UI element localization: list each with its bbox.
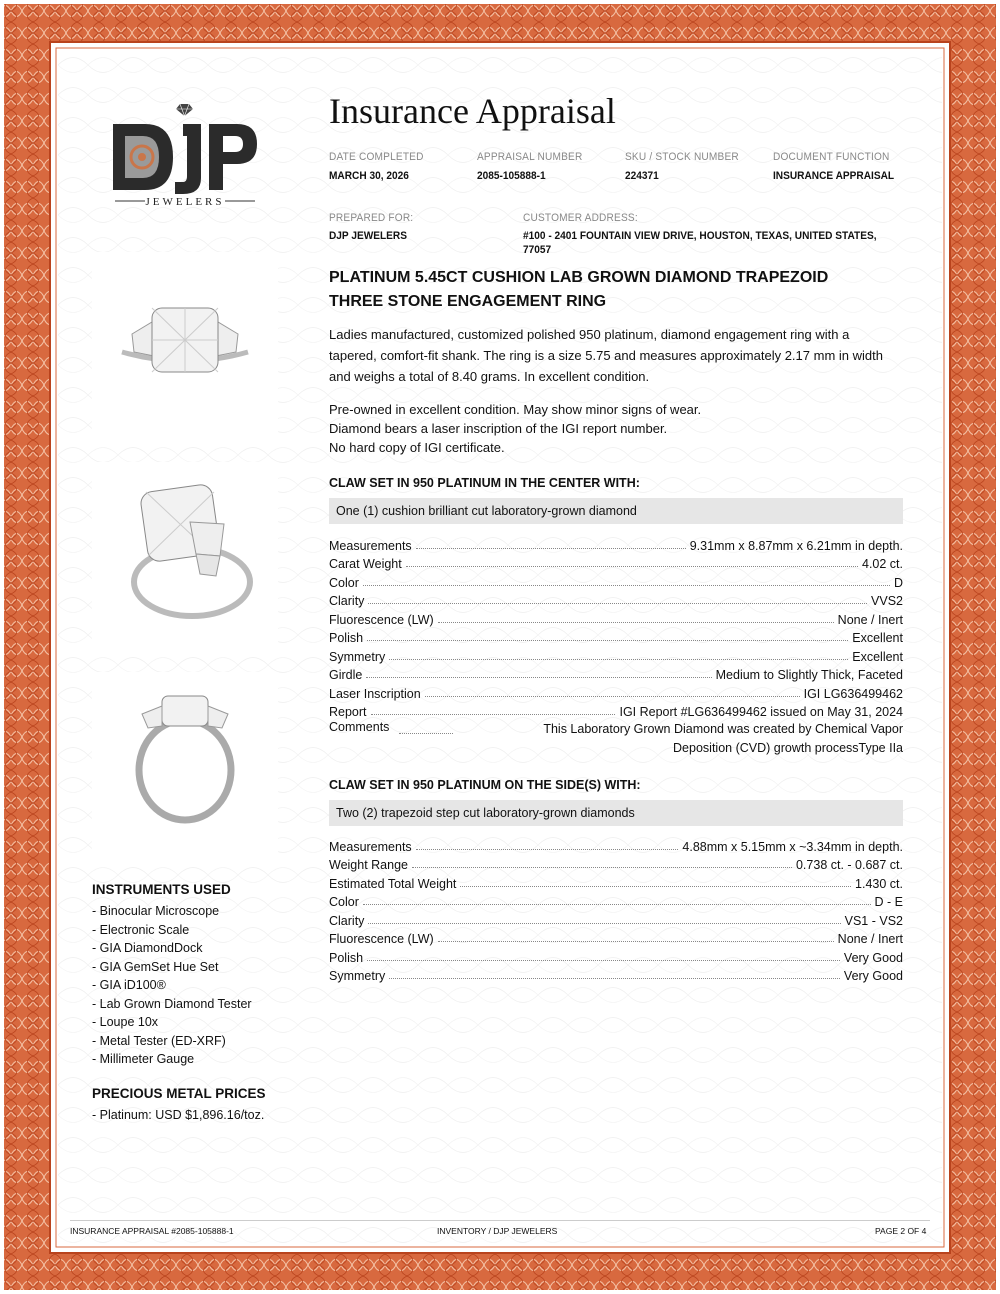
item-notes — [329, 400, 909, 457]
spec-leader — [368, 923, 840, 924]
spec-row — [329, 534, 903, 553]
metal-prices-title: PRECIOUS METAL PRICES — [92, 1086, 266, 1101]
spec-value: VS1 - VS2 — [844, 913, 903, 928]
spec-label: Color — [329, 895, 359, 909]
spec-value: Excellent — [852, 631, 903, 645]
spec-value: Excellent — [852, 649, 903, 664]
date-completed-value: MARCH 30, 2026 — [329, 170, 409, 182]
spec-label: Polish — [329, 950, 364, 965]
metal-prices-list — [92, 1106, 264, 1125]
side-stones-specs — [329, 835, 903, 983]
spec-value: Medium to Slightly Thick, Faceted — [715, 668, 903, 682]
spec-label: Report — [329, 705, 367, 719]
instrument-item: - Electronic Scale — [92, 922, 190, 937]
instruments-list — [92, 902, 252, 1069]
spec-leader — [371, 714, 616, 715]
customer-address-label: CUSTOMER ADDRESS: — [523, 212, 638, 224]
appraisal-number-value: 2085-105888-1 — [477, 170, 546, 182]
description-line: and weighs a total of 8.40 grams. In excellent condition. — [329, 369, 650, 384]
instrument-item: - GIA GemSet Hue Set — [92, 959, 219, 974]
spec-leader — [425, 696, 800, 697]
appraisal-number-label: APPRAISAL NUMBER — [477, 151, 583, 163]
spec-value: 0.738 ct. - 0.687 ct. — [795, 858, 903, 872]
spec-leader — [366, 677, 711, 678]
spec-row — [329, 590, 903, 609]
spec-label: Symmetry — [329, 649, 386, 664]
spec-value: 9.31mm x 8.87mm x 6.21mm in depth. — [689, 538, 903, 553]
spec-value: D — [893, 575, 903, 590]
spec-row — [329, 891, 903, 910]
side-stones-section-title: CLAW SET IN 950 PLATINUM ON THE SIDE(S) WITH: — [329, 778, 641, 792]
spec-leader — [460, 886, 851, 887]
footer-center: INVENTORY / DJP JEWELERS — [437, 1226, 558, 1236]
spec-label: Polish — [329, 631, 364, 645]
comments-value — [503, 720, 903, 757]
spec-value: VVS2 — [871, 594, 903, 608]
spec-leader — [367, 960, 840, 961]
item-title-line1: PLATINUM 5.45CT CUSHION LAB GROWN DIAMOND TRAPEZOID — [329, 269, 829, 286]
instruments-title: INSTRUMENTS USED — [92, 882, 231, 897]
spec-label: Laser Inscription — [329, 686, 421, 701]
metal-price-item: - Platinum: USD $1,896.16/toz. — [92, 1108, 265, 1122]
comments-leader — [399, 733, 453, 734]
spec-label: Girdle — [329, 668, 363, 682]
spec-label: Estimated Total Weight — [329, 876, 457, 891]
spec-label: Measurements — [329, 538, 412, 553]
spec-row — [329, 854, 903, 873]
spec-leader — [416, 849, 679, 850]
spec-row — [329, 835, 903, 854]
spec-leader — [389, 659, 848, 660]
document-function-label: DOCUMENT FUNCTION — [773, 151, 890, 163]
djp-jewelers-logo — [105, 102, 265, 212]
instrument-item: - Binocular Microscope — [92, 904, 220, 918]
spec-leader — [416, 548, 686, 549]
spec-label: Weight Range — [329, 858, 408, 872]
spec-row — [329, 664, 903, 683]
spec-row — [329, 946, 903, 965]
spec-label: Fluorescence (LW) — [329, 612, 434, 627]
item-description — [329, 324, 909, 387]
spec-leader — [363, 904, 871, 905]
spec-value: IGI LG636499462 — [803, 686, 903, 701]
customer-address-line1: #100 - 2401 FOUNTAIN VIEW DRIVE, HOUSTON, TEXAS, UNITED STATES, — [523, 230, 877, 242]
customer-address-line2: 77057 — [523, 244, 552, 256]
spec-label: Clarity — [329, 913, 365, 928]
spec-leader — [367, 640, 848, 641]
spec-leader — [363, 585, 890, 586]
spec-row — [329, 928, 903, 947]
spec-value: D - E — [874, 895, 903, 909]
description-line: Ladies manufactured, customized polished 950 platinum, diamond engagement ring with a — [329, 327, 850, 342]
page-title: Insurance Appraisal — [329, 91, 616, 131]
comments-label: Comments — [329, 720, 390, 734]
spec-row — [329, 627, 903, 646]
spec-row — [329, 645, 903, 664]
footer-page-number: PAGE 2 OF 4 — [875, 1226, 927, 1236]
comments-line: Deposition (CVD) growth processType IIa — [673, 740, 903, 755]
spec-value: 4.88mm x 5.15mm x ~3.34mm in depth. — [682, 839, 903, 854]
instrument-item: - Millimeter Gauge — [92, 1052, 195, 1066]
spec-value: Very Good — [843, 969, 903, 983]
spec-value: None / Inert — [837, 612, 903, 627]
spec-row — [329, 553, 903, 572]
spec-row — [329, 872, 903, 891]
spec-leader — [438, 941, 834, 942]
note-line: Diamond bears a laser inscription of the IGI report number. — [329, 421, 668, 436]
instrument-item: - Lab Grown Diamond Tester — [92, 996, 252, 1011]
instrument-item: - Metal Tester (ED-XRF) — [92, 1033, 226, 1048]
spec-row — [329, 571, 903, 590]
date-completed-label: DATE COMPLETED — [329, 151, 424, 163]
ring-photo-front — [92, 252, 278, 442]
spec-value: 1.430 ct. — [855, 876, 903, 891]
spec-label: Carat Weight — [329, 557, 402, 571]
ring-photo-side — [92, 672, 278, 862]
sku-label: SKU / STOCK NUMBER — [625, 151, 739, 163]
ring-photo-angle — [92, 462, 278, 652]
center-stone-band: One (1) cushion brilliant cut laboratory-grown diamond — [329, 498, 903, 524]
item-title — [329, 266, 909, 314]
spec-row — [329, 682, 903, 701]
spec-value: Very Good — [843, 950, 903, 965]
side-stones-band: Two (2) trapezoid step cut laboratory-grown diamonds — [329, 800, 903, 826]
comments-line: This Laboratory Grown Diamond was created by Chemical Vapor — [543, 722, 903, 736]
note-line: Pre-owned in excellent condition. May show minor signs of wear. — [329, 402, 702, 417]
footer-left: INSURANCE APPRAISAL #2085-105888-1 — [70, 1226, 234, 1236]
spec-leader — [368, 603, 867, 604]
spec-label: Measurements — [329, 839, 412, 854]
spec-label: Color — [329, 575, 359, 590]
instrument-item: - GIA DiamondDock — [92, 941, 203, 955]
spec-row — [329, 701, 903, 720]
spec-row — [329, 608, 903, 627]
document-function-value: INSURANCE APPRAISAL — [773, 170, 895, 182]
footer-divider — [70, 1220, 930, 1221]
center-stone-specs — [329, 534, 903, 719]
center-stone-section-title: CLAW SET IN 950 PLATINUM IN THE CENTER WITH: — [329, 476, 640, 490]
note-line: No hard copy of IGI certificate. — [329, 440, 505, 455]
center-stone-comments — [329, 720, 903, 760]
instrument-item: - GIA iD100® — [92, 978, 166, 992]
spec-row — [329, 909, 903, 928]
prepared-for-label: PREPARED FOR: — [329, 212, 414, 224]
instrument-item: - Loupe 10x — [92, 1015, 159, 1029]
logo-subtitle: JEWELERS — [145, 196, 225, 208]
spec-label: Fluorescence (LW) — [329, 932, 434, 946]
description-line: tapered, comfort-fit shank. The ring is a size 5.75 and measures approximately 2.17 mm in width — [329, 348, 883, 363]
prepared-for-value: DJP JEWELERS — [329, 230, 407, 242]
spec-leader — [412, 867, 792, 868]
sku-value: 224371 — [625, 170, 659, 182]
spec-value: 4.02 ct. — [862, 557, 903, 571]
spec-label: Symmetry — [329, 969, 386, 983]
spec-leader — [438, 622, 834, 623]
spec-leader — [406, 566, 858, 567]
spec-leader — [389, 978, 840, 979]
spec-label: Clarity — [329, 594, 365, 608]
spec-row — [329, 965, 903, 984]
spec-value: IGI Report #LG636499462 issued on May 31, 2024 — [619, 705, 903, 719]
item-title-line2: THREE STONE ENGAGEMENT RING — [329, 293, 607, 310]
spec-value: None / Inert — [837, 932, 903, 946]
